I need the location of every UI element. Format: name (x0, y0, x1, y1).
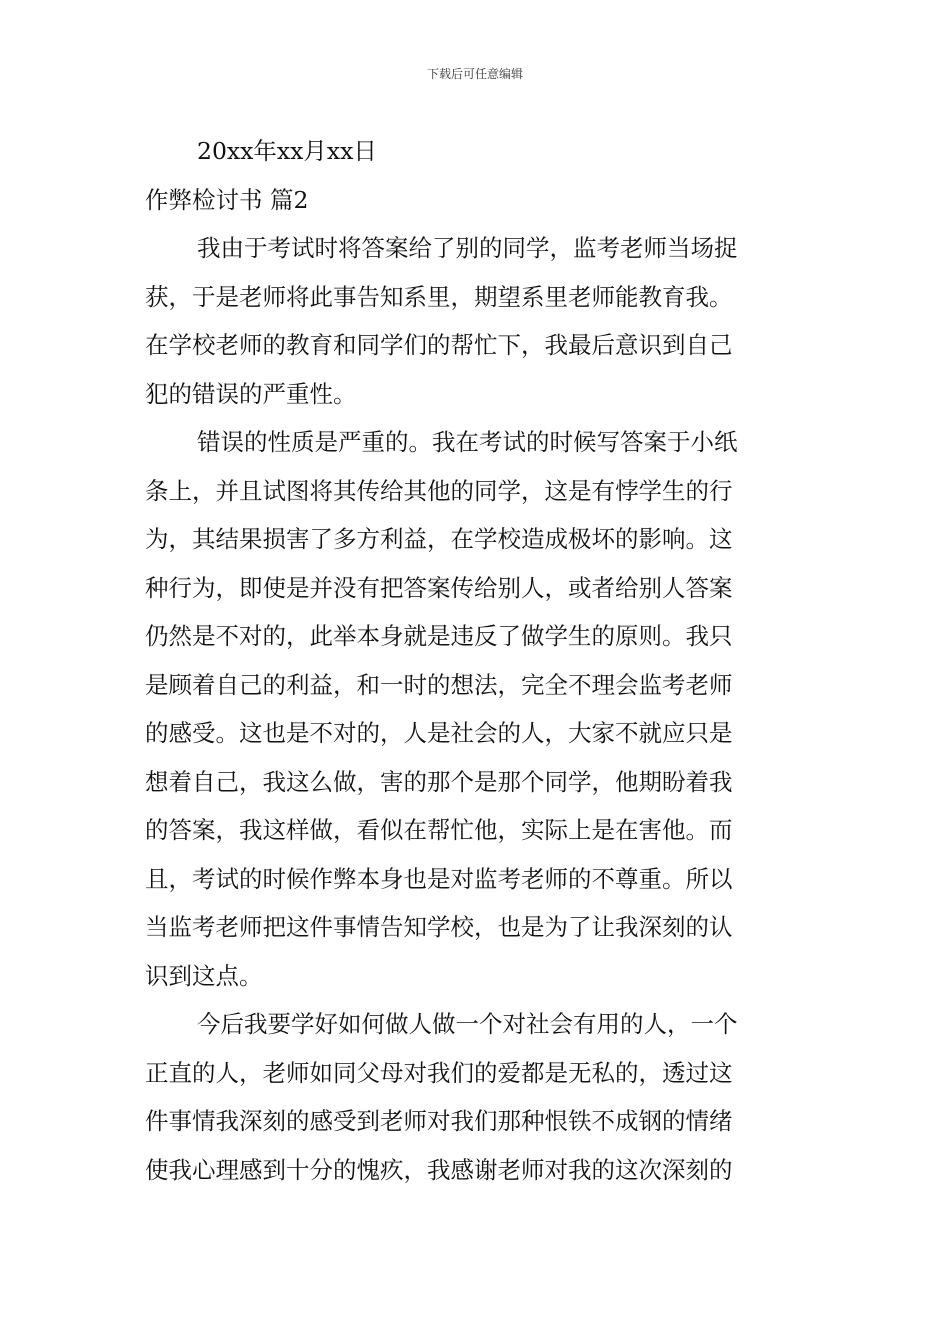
document-date: 20xx年xx月xx日 (197, 137, 377, 165)
paragraph-line: 犯的错误的严重性。 (145, 379, 357, 408)
section-title: 作弊检讨书 篇2 (145, 185, 309, 214)
paragraph-line: 的感受。这也是不对的，人是社会的人，大家不就应只是 (145, 719, 733, 747)
paragraph-line: 是顾着自己的利益，和一时的想法，完全不理会监考老师 (145, 670, 733, 699)
paragraph-line: 的答案，我这样做，看似在帮忙他，实际上是在害他。而 (145, 816, 733, 844)
paragraph-line: 在学校老师的教育和同学们的帮忙下，我最后意识到自己 (145, 331, 733, 359)
paragraph-line: 为，其结果损害了多方利益，在学校造成极坏的影响。这 (145, 525, 733, 553)
paragraph-line: 使我心理感到十分的愧疚，我感谢老师对我的这次深刻的 (145, 1155, 733, 1184)
paragraph-line: 且，考试的时候作弊本身也是对监考老师的不尊重。所以 (145, 864, 733, 893)
document-body (145, 127, 810, 1194)
paragraph-line: 今后我要学好如何做人做一个对社会有用的人，一个 (197, 1010, 738, 1038)
paragraph-3 (145, 1000, 810, 1194)
paragraph-2 (145, 418, 810, 1000)
paragraph-1 (145, 224, 810, 418)
paragraph-line: 识到这点。 (145, 961, 263, 990)
paragraph-line: 想着自己，我这么做，害的那个是那个同学，他期盼着我 (145, 767, 733, 796)
paragraph-line: 我由于考试时将答案给了别的同学，监考老师当场捉 (197, 234, 738, 262)
paragraph-line: 仍然是不对的，此举本身就是违反了做学生的原则。我只 (145, 622, 733, 650)
paragraph-line: 当监考老师把这件事情告知学校，也是为了让我深刻的认 (145, 913, 733, 941)
paragraph-line: 种行为，即使是并没有把答案传给别人，或者给别人答案 (145, 573, 733, 602)
paragraph-line: 条上，并且试图将其传给其他的同学，这是有悖学生的行 (145, 476, 733, 505)
paragraph-line: 错误的性质是严重的。我在考试的时候写答案于小纸 (197, 428, 738, 456)
paragraph-line: 件事情我深刻的感受到老师对我们那种恨铁不成钢的情绪 (145, 1107, 733, 1135)
paragraph-line: 获，于是老师将此事告知系里，期望系里老师能教育我。 (145, 282, 733, 311)
paragraph-line: 正直的人，老师如同父母对我们的爱都是无私的，透过这 (145, 1058, 733, 1087)
header-note: 下载后可任意编辑 (426, 67, 523, 81)
